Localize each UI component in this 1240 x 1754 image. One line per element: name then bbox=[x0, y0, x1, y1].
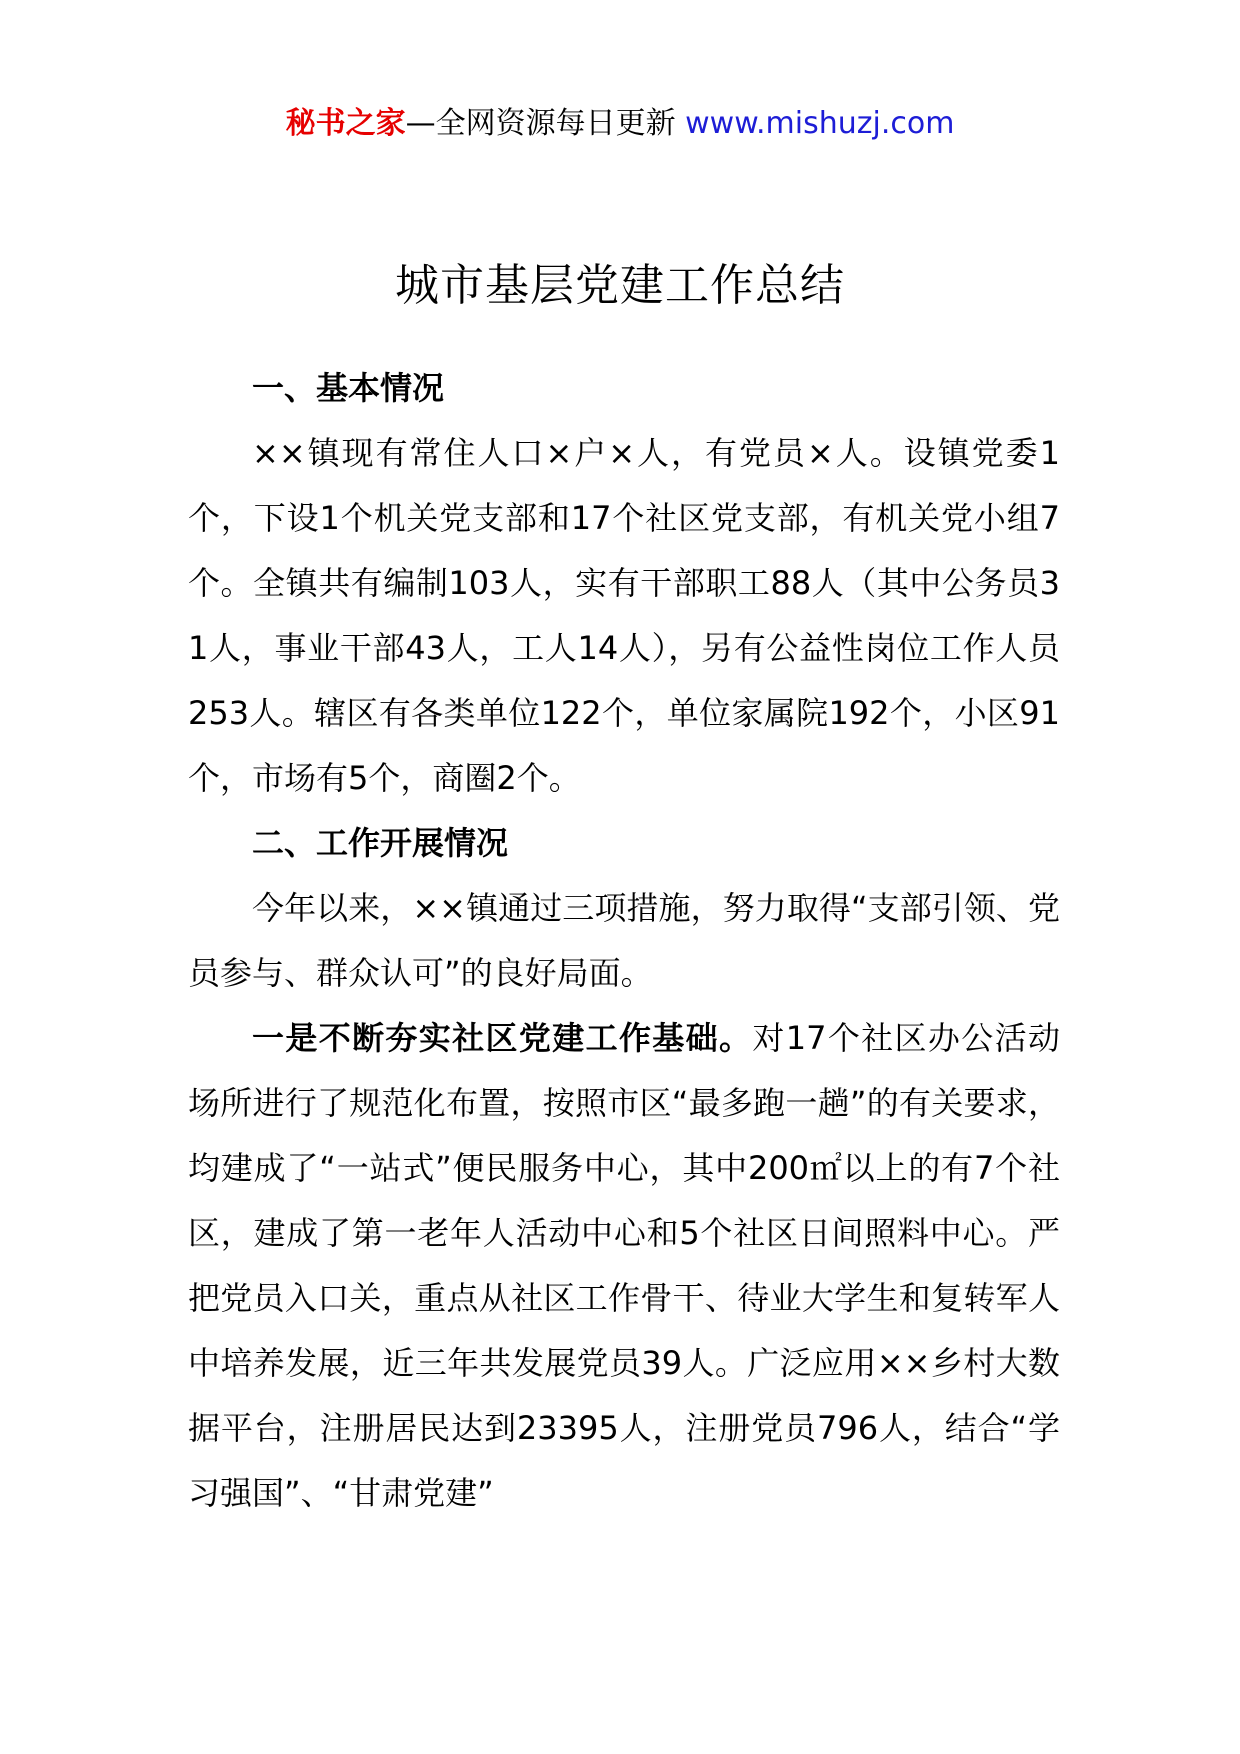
paragraph-point-one bbox=[188, 1006, 1060, 1526]
paragraph-work-intro: 今年以来，××镇通过三项措施，努力取得“支部引领、党员参与、群众认可”的良好局面。 bbox=[188, 889, 1060, 992]
watermark-header bbox=[0, 102, 1240, 146]
section-heading-work-progress: 二、工作开展情况 bbox=[252, 824, 509, 862]
watermark-url-link[interactable]: www.mishuzj.com bbox=[685, 106, 955, 141]
watermark-slogan: —全网资源每日更新 bbox=[405, 106, 676, 141]
point-one-lead: 一是不断夯实社区党建工作基础。 bbox=[252, 1019, 753, 1057]
point-one-text: 对17个社区办公活动场所进行了规范化布置，按照市区“最多跑一趟”的有关要求，均建成了“一站式”便民服务中心，其中200㎡以上的有7个社区，建成了第一老年人活动中心和5个社区日间照料中心。严把党员入口关，重点从社区工作骨干、待业大学生和复转军人中培养发展，近三年共发展党员39人。广泛应用××乡村大数据平台，注册居民达到23395人，注册党员796人，结合“学习强国”、“甘肃党建” bbox=[188, 1019, 1060, 1512]
section-heading-basic-info: 一、基本情况 bbox=[252, 369, 445, 407]
document-title: 城市基层党建工作总结 bbox=[395, 260, 845, 311]
paragraph-basic-info: ××镇现有常住人口×户×人，有党员×人。设镇党委1个，下设1个机关党支部和17个社区党支部，有机关党小组7个。全镇共有编制103人，实有干部职工88人（其中公务员31人，事业干部43人，工人14人），另有公益性岗位工作人员253人。辖区有各类单位122个，单位家属院192个，小区91个，市场有5个，商圈2个。 bbox=[188, 434, 1060, 797]
document-body bbox=[188, 356, 1060, 1526]
watermark-brand: 秘书之家 bbox=[285, 106, 406, 141]
